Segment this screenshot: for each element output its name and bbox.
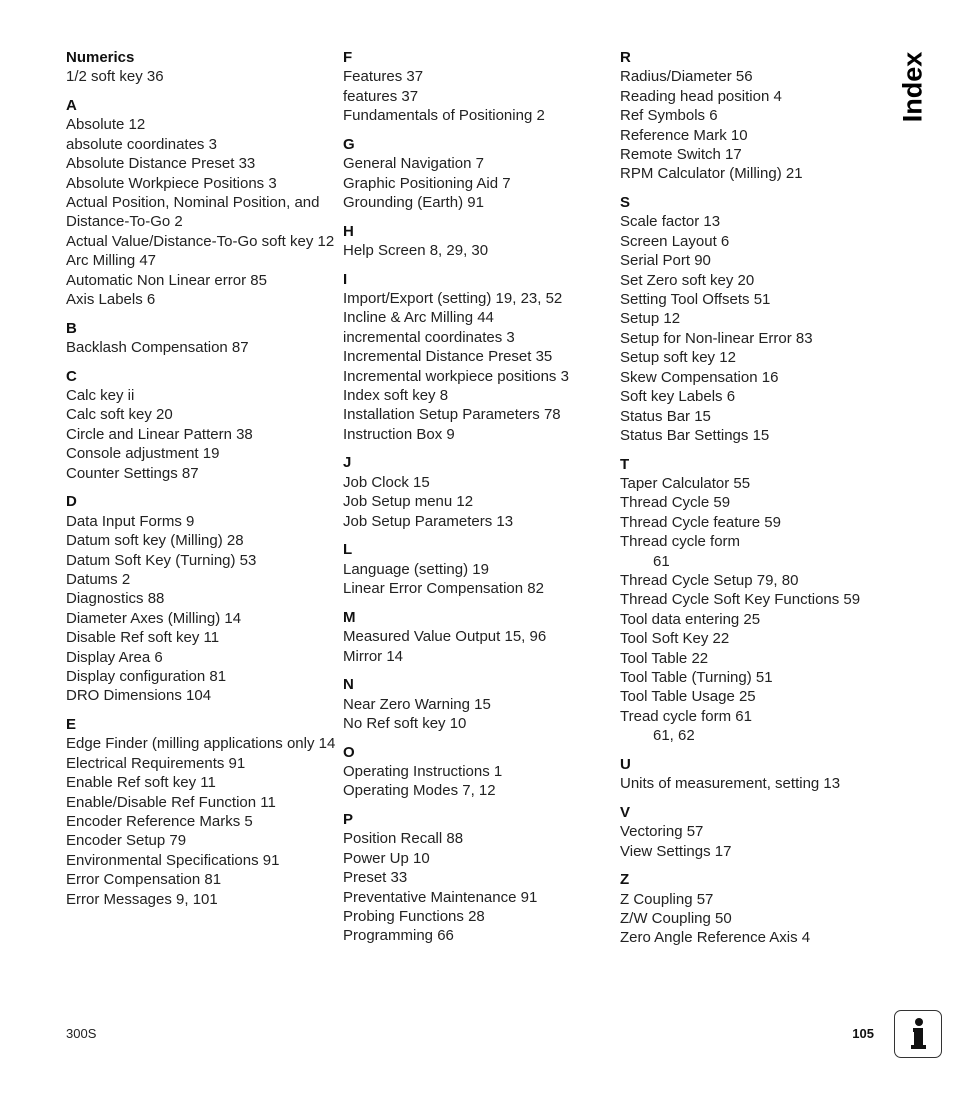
index-section	[66, 96, 336, 309]
index-section	[66, 715, 336, 909]
index-section	[343, 222, 613, 261]
index-entry: Linear Error Compensation 82	[343, 580, 544, 598]
index-entry: Error Messages 9, 101	[66, 890, 218, 908]
index-column-1	[66, 48, 336, 918]
index-entry: Absolute 12	[66, 116, 146, 134]
index-entry: Counter Settings 87	[66, 464, 199, 482]
index-entry: Set Zero soft key 20	[620, 271, 755, 289]
index-entry: absolute coordinates 3	[66, 135, 217, 153]
index-entry: Import/Export (setting) 19, 23, 52	[343, 290, 563, 308]
index-entry: Remote Switch 17	[620, 146, 742, 164]
index-section	[620, 803, 890, 861]
index-entry: Setup 12	[620, 310, 681, 328]
section-letter: Z	[620, 871, 630, 889]
index-entry: Incremental Distance Preset 35	[343, 348, 553, 366]
index-entry: Installation Setup Parameters 78	[343, 406, 561, 424]
index-entry: Mirror 14	[343, 647, 404, 665]
index-entry: Measured Value Output 15, 96	[343, 628, 547, 646]
index-entry: incremental coordinates 3	[343, 328, 515, 346]
index-entry: Arc Milling 47	[66, 252, 157, 270]
index-entry: Help Screen 8, 29, 30	[343, 242, 489, 260]
section-letter: J	[343, 454, 352, 472]
index-entry: Circle and Linear Pattern 38	[66, 425, 253, 443]
index-entry: Diameter Axes (Milling) 14	[66, 609, 242, 627]
index-entry: Job Setup Parameters 13	[343, 512, 514, 530]
index-entry: Language (setting) 19	[343, 560, 489, 578]
index-entry: Environmental Specifications 91	[66, 851, 280, 869]
index-entry: Radius/Diameter 56	[620, 68, 753, 86]
index-side-title: Index	[897, 51, 928, 123]
index-column-3	[620, 48, 890, 957]
index-entry: Programming 66	[343, 927, 454, 945]
index-entry: Screen Layout 6	[620, 232, 730, 250]
index-entry: Disable Ref soft key 11	[66, 629, 220, 647]
index-section	[66, 48, 336, 87]
info-icon	[894, 1010, 942, 1058]
index-entry: Status Bar 15	[620, 407, 711, 425]
index-entry: Datum soft key (Milling) 28	[66, 532, 244, 550]
index-entry: Display Area 6	[66, 648, 163, 666]
index-entry: Display configuration 81	[66, 667, 227, 685]
section-letter: S	[620, 194, 631, 212]
index-entry: Status Bar Settings 15	[620, 426, 770, 444]
index-column-2	[343, 48, 613, 955]
index-entry: RPM Calculator (Milling) 21	[620, 165, 803, 183]
index-entry: Soft key Labels 6	[620, 388, 736, 406]
index-entry: Fundamentals of Positioning 2	[343, 107, 545, 125]
index-entry: No Ref soft key 10	[343, 714, 467, 732]
section-letter: V	[620, 803, 631, 821]
index-side-tab	[893, 48, 933, 126]
index-entry: Reading head position 4	[620, 87, 782, 105]
index-entry: Thread Cycle Setup 79, 80	[620, 571, 799, 589]
index-entry: Console adjustment 19	[66, 445, 220, 463]
index-section	[66, 367, 336, 483]
index-section	[343, 810, 613, 946]
index-entry: Reference Mark 10	[620, 126, 748, 144]
index-entry: Enable/Disable Ref Function 11	[66, 793, 276, 811]
index-entry: Thread cycle form	[620, 533, 741, 551]
index-entry: Incline & Arc Milling 44	[343, 309, 494, 327]
index-entry: Actual Position, Nominal Position, and Distance-To-Go 2	[66, 194, 320, 231]
index-section	[66, 492, 336, 705]
index-entry: Edge Finder (milling applications only 14	[66, 735, 336, 753]
index-entry: Setting Tool Offsets 51	[620, 291, 771, 309]
index-entry: Grounding (Earth) 91	[343, 194, 484, 212]
footer-model-label: 300S	[66, 1026, 97, 1041]
index-entry: Z/W Coupling 50	[620, 910, 732, 927]
index-entry: Encoder Setup 79	[66, 832, 187, 850]
index-entry: Instruction Box 9	[343, 425, 455, 443]
section-letter: E	[66, 715, 77, 733]
index-entry: View Settings 17	[620, 842, 732, 860]
section-letter: R	[620, 49, 631, 66]
index-entry: 61	[653, 552, 670, 570]
index-section	[343, 540, 613, 598]
index-entry: Tread cycle form 61	[620, 707, 752, 725]
index-entry: Tool Table (Turning) 51	[620, 668, 773, 686]
index-entry: Preset 33	[343, 869, 408, 887]
index-section	[343, 270, 613, 445]
section-letter: G	[343, 135, 355, 153]
index-entry: Datums 2	[66, 570, 131, 588]
index-entry: Absolute Distance Preset 33	[66, 155, 256, 173]
index-entry: Setup for Non-linear Error 83	[620, 329, 813, 347]
index-entry: Encoder Reference Marks 5	[66, 812, 253, 830]
index-entry: Thread Cycle Soft Key Functions 59	[620, 591, 861, 609]
index-entry: Calc soft key 20	[66, 406, 173, 424]
index-entry: Units of measurement, setting 13	[620, 775, 841, 793]
index-entry: Data Input Forms 9	[66, 512, 195, 530]
section-letter: T	[620, 455, 630, 473]
index-entry: Graphic Positioning Aid 7	[343, 174, 511, 192]
index-section	[343, 135, 613, 213]
index-entry: 61, 62	[653, 727, 695, 745]
index-entry: DRO Dimensions 104	[66, 687, 212, 705]
index-entry: Position Recall 88	[343, 830, 464, 848]
index-entry: features 37	[343, 87, 419, 105]
index-entry: Z Coupling 57	[620, 890, 714, 908]
index-entry: Serial Port 90	[620, 252, 711, 270]
index-section	[343, 453, 613, 531]
index-section	[343, 608, 613, 666]
index-entry: Vectoring 57	[620, 823, 704, 841]
section-letter: I	[343, 270, 348, 288]
index-entry: Operating Instructions 1	[343, 762, 503, 780]
index-entry: Enable Ref soft key 11	[66, 774, 216, 792]
index-section	[620, 755, 890, 794]
index-section	[343, 675, 613, 733]
index-entry: Absolute Workpiece Positions 3	[66, 174, 277, 192]
index-section	[620, 48, 890, 184]
index-entry: Thread Cycle 59	[620, 494, 731, 512]
section-letter: Numerics	[66, 49, 135, 66]
index-entry: Job Clock 15	[343, 473, 430, 491]
index-entry: Setup soft key 12	[620, 349, 736, 367]
section-letter: H	[343, 222, 354, 240]
section-letter: O	[343, 743, 355, 761]
index-entry: Power Up 10	[343, 849, 430, 867]
index-entry: 1/2 soft key 36	[66, 68, 164, 86]
section-letter: L	[343, 541, 353, 559]
index-section	[620, 193, 890, 445]
section-letter: M	[343, 608, 356, 626]
index-entry: Tool Table 22	[620, 649, 709, 667]
index-entry: Thread Cycle feature 59	[620, 513, 781, 531]
index-entry: Scale factor 13	[620, 213, 721, 231]
section-letter: F	[343, 49, 353, 66]
section-letter: B	[66, 319, 77, 337]
index-section	[620, 870, 890, 948]
index-entry: Automatic Non Linear error 85	[66, 271, 267, 289]
index-entry: Operating Modes 7, 12	[343, 782, 496, 800]
index-entry: Probing Functions 28	[343, 907, 485, 925]
index-entry: Skew Compensation 16	[620, 368, 779, 386]
index-entry: Zero Angle Reference Axis 4	[620, 929, 811, 947]
index-entry: Calc key ii	[66, 387, 135, 405]
index-entry: Backlash Compensation 87	[66, 339, 249, 357]
index-entry: Preventative Maintenance 91	[343, 888, 538, 906]
index-entry: Near Zero Warning 15	[343, 695, 491, 713]
section-letter: A	[66, 97, 77, 114]
index-entry: Incremental workpiece positions 3	[343, 367, 569, 385]
index-section	[620, 455, 890, 746]
index-entry: Features 37	[343, 68, 424, 86]
index-entry: Datum Soft Key (Turning) 53	[66, 551, 257, 569]
index-section	[343, 48, 613, 126]
page-number: 105	[852, 1026, 874, 1041]
section-letter: P	[343, 810, 354, 828]
index-entry: Error Compensation 81	[66, 871, 222, 889]
index-entry: Job Setup menu 12	[343, 493, 474, 511]
info-glyph	[895, 1011, 940, 1056]
index-entry: Axis Labels 6	[66, 291, 156, 309]
index-entry: Tool Table Usage 25	[620, 688, 756, 706]
index-entry: Taper Calculator 55	[620, 474, 751, 492]
index-entry: Actual Value/Distance-To-Go soft key 12	[66, 232, 335, 250]
index-entry: General Navigation 7	[343, 155, 484, 173]
section-letter: N	[343, 676, 354, 694]
index-entry: Index soft key 8	[343, 387, 449, 405]
index-entry: Diagnostics 88	[66, 590, 165, 608]
index-section	[66, 319, 336, 358]
section-letter: D	[66, 493, 77, 511]
index-entry: Tool data entering 25	[620, 610, 761, 628]
index-section	[343, 743, 613, 801]
section-letter: U	[620, 755, 631, 773]
index-entry: Electrical Requirements 91	[66, 754, 246, 772]
index-entry: Tool Soft Key 22	[620, 630, 730, 648]
index-entry: Ref Symbols 6	[620, 107, 718, 125]
section-letter: C	[66, 367, 77, 385]
